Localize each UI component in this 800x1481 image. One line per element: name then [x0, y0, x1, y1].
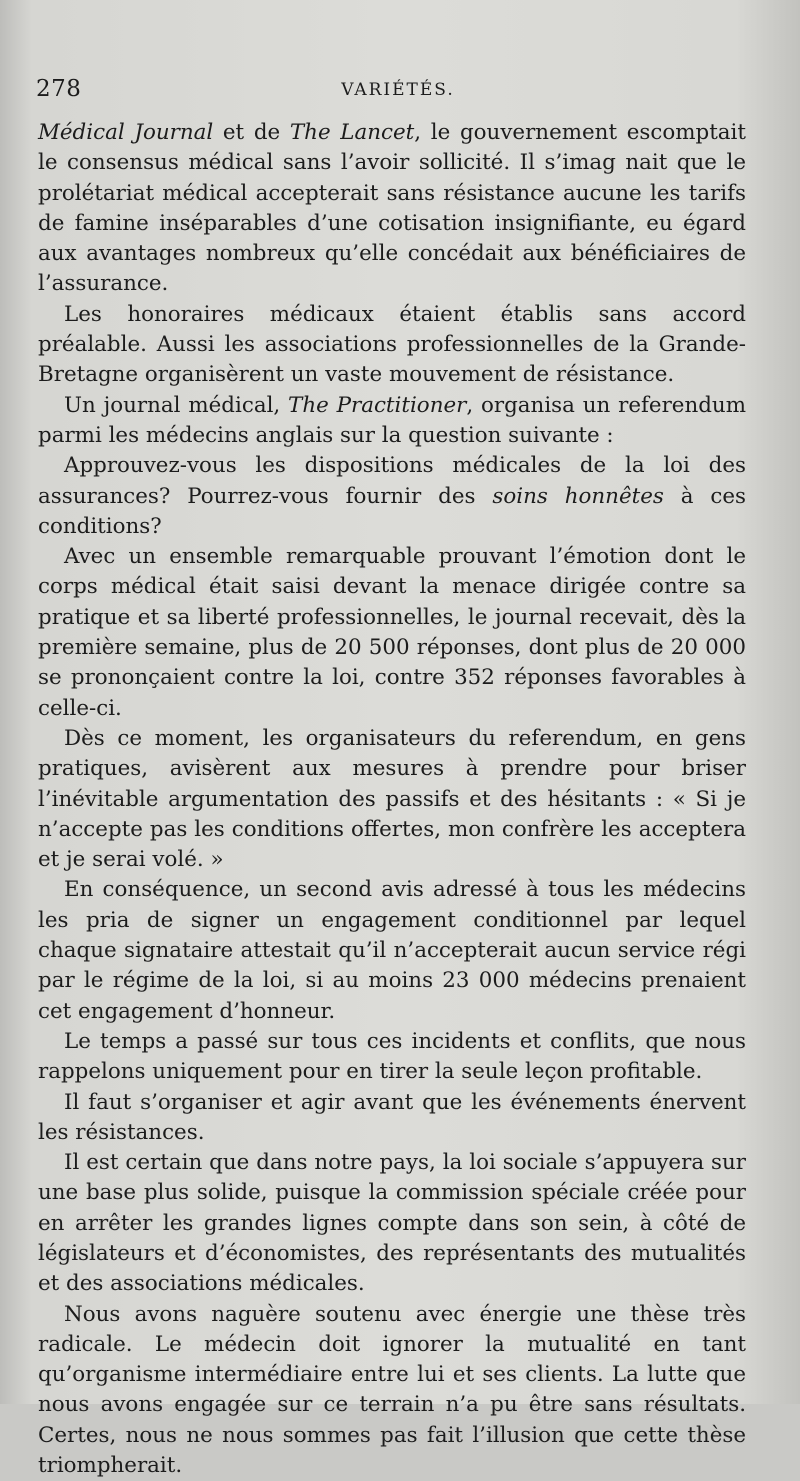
paragraph: [38, 1148, 746, 1299]
paragraph: [38, 1027, 746, 1088]
text-run: Le temps a passé sur tous ces incidents et conflits, que nous rappelons uniquement pour en tirer la seule leçon profitable.: [38, 1028, 746, 1085]
text-run: Dès ce moment, les organisateurs du referendum, en gens pratiques, avisèrent aux mesures à prendre pour briser l’inévitable argumentation des passifs et des hésitants : « Si je n’accepte pas les conditions offertes, mon confrère les acceptera et je serai volé. »: [38, 725, 746, 873]
text-run: à ces conditions?: [38, 483, 747, 539]
running-title: VARIÉTÉS.: [341, 80, 455, 100]
paragraph: [38, 300, 746, 391]
text-run: Avec un ensemble remarquable prouvant l’émotion dont le corps médical était saisi devant la menace dirigée contre sa pratique et sa liberté professionnelles, le journal recevait, dès la première semaine, plus de 20 500 réponses, dont plus de 20 000 se prononçaient contre la loi, contre 352 réponses favorables à celle-ci.: [38, 544, 746, 721]
text-run: , le gouvernement escomptait le consensus médical sans l’avoir sollicité. Il s’imag nait que le prolétariat médical accepterait sans résistance aucune les tarifs de famine inséparables d’une cotisation insignifiante, eu égard aux avantages nombreux qu’elle concédait aux bénéficiaires de l’assurance.: [38, 120, 746, 297]
paragraph: [38, 542, 746, 724]
text-run: , organisa un referendum parmi les médecins anglais sur la question suivante :: [38, 392, 746, 448]
italic-text: The Practitioner: [288, 392, 467, 418]
paragraph: [38, 875, 746, 1026]
paragraph: [38, 1300, 746, 1481]
paragraph: [38, 1088, 746, 1149]
page-number: 278: [36, 76, 82, 102]
italic-text: soins honnêtes: [492, 483, 664, 509]
body-text: [38, 118, 746, 1481]
text-run: Nous avons naguère soutenu avec énergie une thèse très radicale. Le médecin doit ignorer la mutualité en tant qu’organisme intermédiaire entre lui et ses clients. La lutte que nous avons engagée sur ce terrain n’a pu être sans résultats. Certes, nous ne nous sommes pas fait l’illusion que cette thèse triompherait.: [38, 1301, 746, 1479]
paragraph-continued: [38, 118, 746, 300]
italic-text: The Lancet: [289, 120, 415, 145]
text-run: Approuvez-vous les dispositions médicales de la loi des assurances? Pourrez-vous fournir des: [38, 453, 746, 509]
paragraph: [38, 724, 746, 875]
paragraph: [38, 391, 746, 452]
text-run: Il faut s’organiser et agir avant que les événements énervent les résistances.: [38, 1089, 746, 1145]
text-run: Les honoraires médicaux étaient établis sans accord préalable. Aussi les associations professionnelles de la Grande-Bretagne organisèrent un vaste mouvement de résistance.: [38, 301, 746, 388]
text-run: Il est certain que dans notre pays, la loi sociale s’appuyera sur une base plus solide, puisque la commission spéciale créée pour en arrêter les grandes lignes compte dans son sein, à côté de législateurs et d’économistes, des représentants des mutualités et des associations médicales.: [38, 1150, 746, 1297]
paragraph: [38, 451, 746, 542]
text-run: et de: [213, 120, 290, 145]
italic-text: Médical Journal: [38, 120, 214, 145]
text-run: En conséquence, un second avis adressé à tous les médecins les pria de signer un engagement conditionnel par lequel chaque signataire attestait qu’il n’accepterait aucun service régi par le régime de la loi, si au moins 23 000 médecins prenaient cet engagement d’honneur.: [38, 877, 746, 1024]
page-header: [36, 76, 760, 106]
text-run: Un journal médical,: [64, 392, 289, 418]
